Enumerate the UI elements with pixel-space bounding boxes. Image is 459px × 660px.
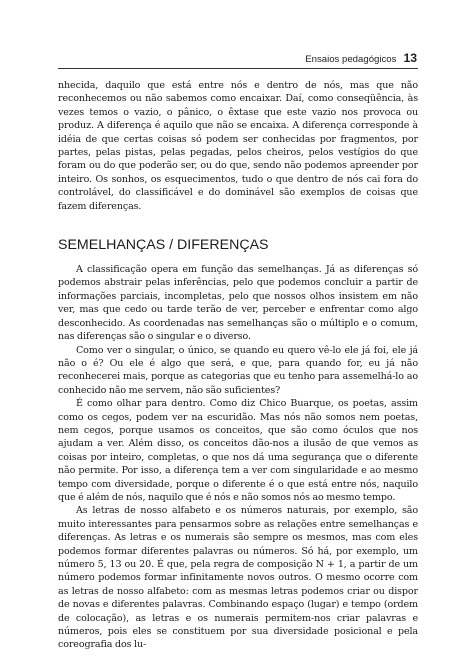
running-head-title: Ensaios pedagógicos [305, 54, 397, 65]
running-header [287, 51, 417, 65]
paragraph: Como ver o singular, o único, se quando eu quero vê-lo ele já foi, ele já não o é? Ou ele é algo que será, e que, para quando for, eu já não reconhecerei mais, porque as categorias que eu tenho para assemelhá-lo ao conhecido não me servem, não são suficientes? [58, 344, 418, 396]
header-rule [58, 68, 418, 69]
paragraph: É como olhar para dentro. Como diz Chico Buarque, os poetas, assim como os cegos, podem ver na escuridão. Mas nós não somos nem poetas, nem cegos, porque usamos os conceitos, que são como óculos que nos ajudam a ver. Além disso, os conceitos dão-nos a ilusão de que vemos as coisas por inteiro, completas, o que nos dá uma segurança que o diferente não permite. Por isso, a diferença tem a ver com singularidade e ao mesmo tempo com diversidade, porque o diferente é o que está entre nós, naquilo que é além de nós, naquilo que é nós e não somos nós ao mesmo tempo. [58, 398, 418, 503]
page-number: 13 [403, 51, 417, 65]
paragraph-continued: nhecida, daquilo que está entre nós e dentro de nós, mas que não reconhecemos ou não sabemos como encaixar. Daí, como conseqüência, às vezes temos o vazio, o pânico, o êxtase que este vazio nos provoca ou produz. A diferença é aquilo que não se encaixa. A diferença corresponde à idéia de que certas coisas só podem ser conhecidas por fragmentos, por partes, pelas pistas, pelas pegadas, pelos cheiros, pelos vestígios do que foram ou do que poderão ser, ou do que, sendo não podemos apreender por inteiro. Os sonhos, os esquecimentos, tudo o que dentro de nós cai fora do controlável, do classificável e do dominável são exemplos de coisas que fazem diferenças. [58, 80, 418, 212]
paragraph: A classificação opera em função das semelhanças. Já as diferenças só podemos abstrair pelas inferências, pelo que podemos concluir a partir de informações parciais, incompletas, pelo que nossos olhos insistem em não ver, mas que cedo ou tarde terão de ver, perceber e enfrentar como algo desconhecido. As coordenadas nas semelhanças são o múltiplo e o comum, nas diferenças são o singular e o diverso. [58, 264, 418, 343]
section-title: SEMELHANÇAS / DIFERENÇAS [58, 237, 269, 254]
paragraph: As letras de nosso alfabeto e os números naturais, por exemplo, são muito interessantes para pensarmos sobre as relações entre semelhanças e diferenças. As letras e os numerais são sempre os mesmos, mas com eles podemos formar diferentes palavras ou números. Só há, por exemplo, um número 5, 13 ou 20. É que, pela regra de composição N + 1, a partir de um número podemos formar infinitamente novos outros. O mesmo ocorre com as letras de nosso alfabeto: com as mesmas letras podemos criar ou dispor de novas e diferentes palavras. Combinando espaço (lugar) e tempo (ordem de colocação), as letras e os numerais permitem-nos criar palavras e números, pois eles se constituem por sua diversidade posicional e pela coreografia dos lu- [58, 505, 418, 651]
page-body [58, 79, 418, 652]
